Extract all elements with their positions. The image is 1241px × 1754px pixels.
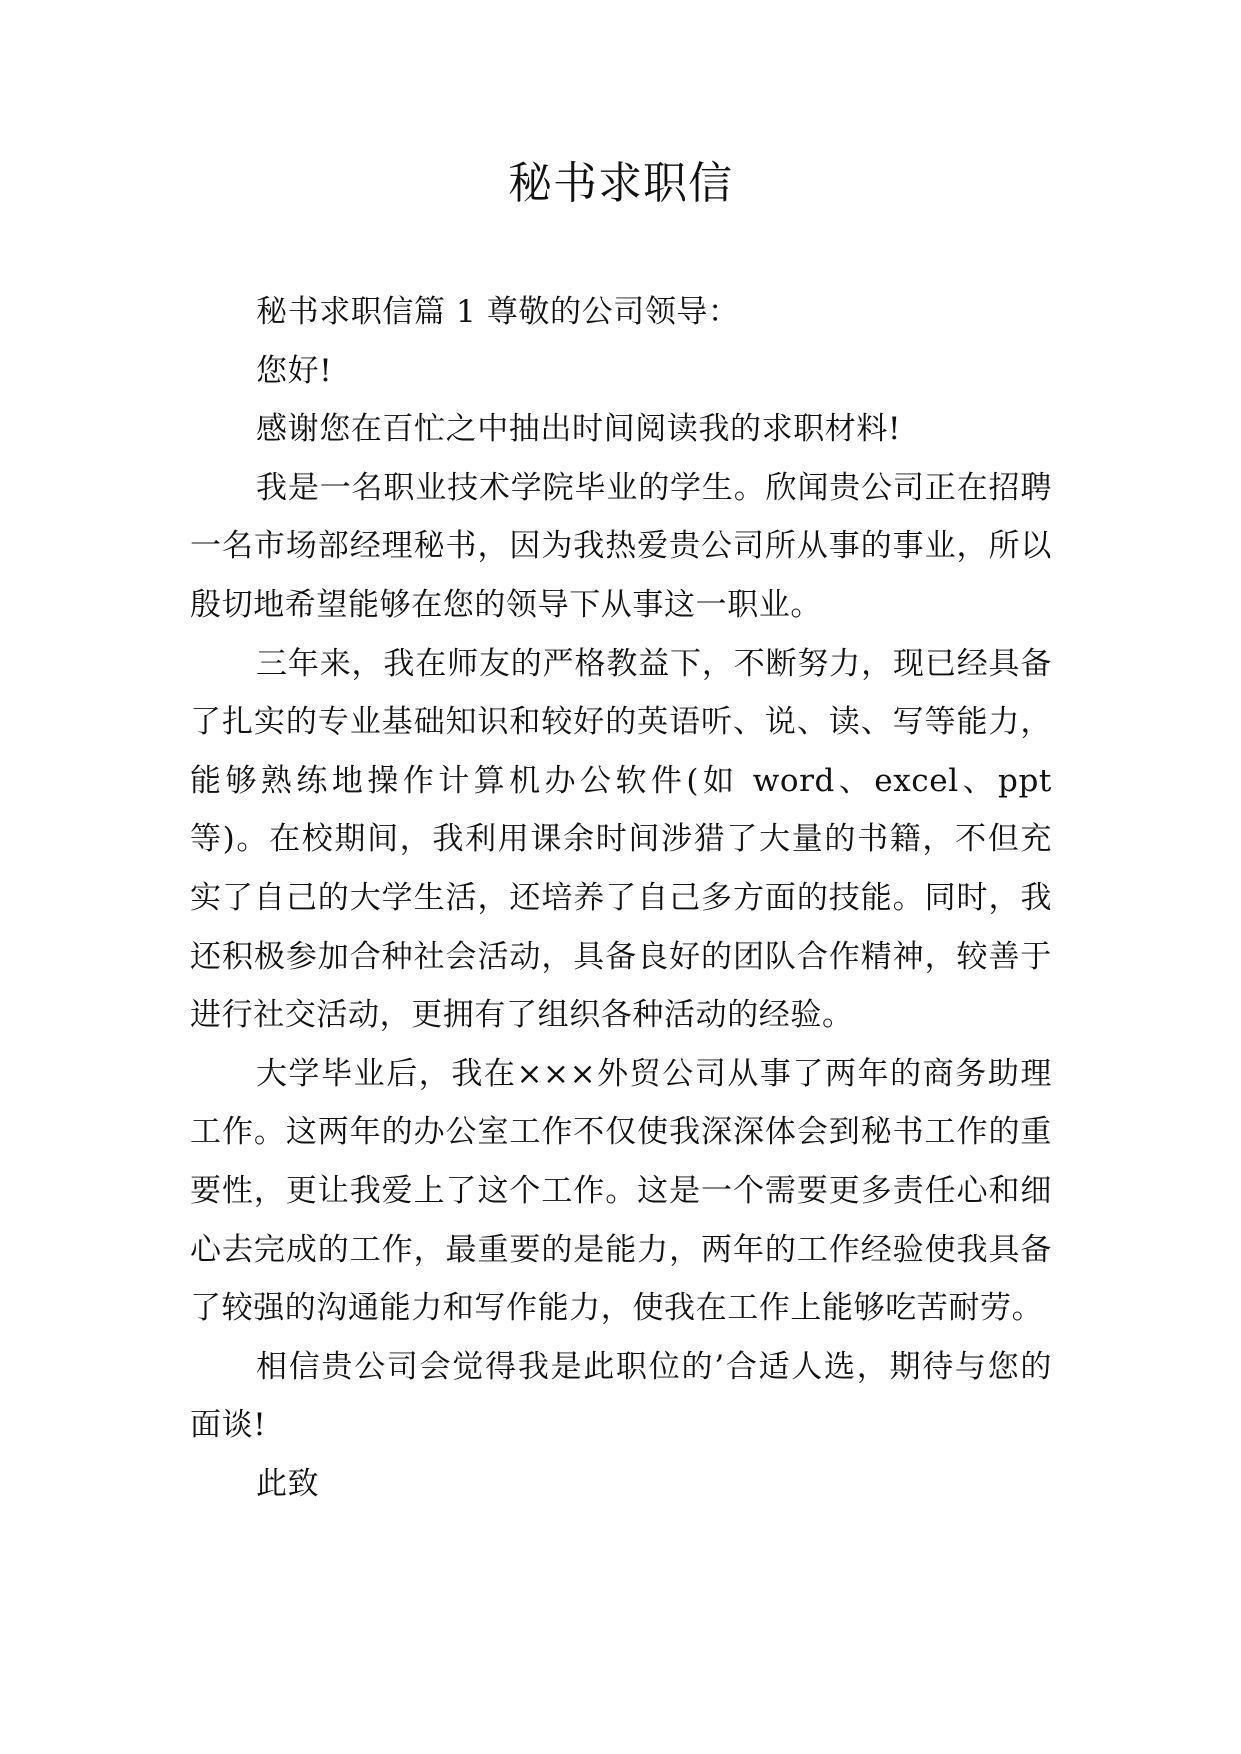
paragraph-skills: 三年来，我在师友的严格教益下，不断努力，现已经具备了扎实的专业基础知识和较好的英语听、说、读、写等能力，能够熟练地操作计算机办公软件(如 word、excel、ppt 等)。在校期间，我利用课余时间涉猎了大量的书籍，不但充实了自己的大学生活，还培养了自己多方面的技能。同时，我还积极参加合种社会活动，具备良好的团队合作精神，较善于进行社交活动，更拥有了组织各种活动的经验。 — [190, 645, 1052, 1034]
paragraph-closing: 相信贵公司会觉得我是此职位的’合适人选，期待与您的面谈! — [190, 1348, 1052, 1444]
paragraph-salutation: 秘书求职信篇 1 尊敬的公司领导： — [256, 294, 740, 330]
paragraph-greeting: 您好! — [256, 352, 333, 389]
paragraph-thanks: 感谢您在百忙之中抽出时间阅读我的求职材料! — [256, 411, 902, 448]
paragraph-introduction: 我是一名职业技术学院毕业的学生。欣闻贵公司正在招聘一名市场部经理秘书，因为我热爱贵公司所从事的事业，所以殷切地希望能够在您的领导下从事这一职业。 — [190, 469, 1052, 623]
document-title: 秘书求职信 — [508, 158, 733, 209]
paragraph-experience: 大学毕业后，我在×××外贸公司从事了两年的商务助理工作。这两年的办公室工作不仅使我深深体会到秘书工作的重要性，更让我爱上了这个工作。这是一个需要更多责任心和细心去完成的工作，最重要的是能力，两年的工作经验使我具备了较强的沟通能力和写作能力，使我在工作上能够吃苦耐劳。 — [190, 1055, 1052, 1327]
letter-body — [190, 283, 1052, 1513]
paragraph-regards: 此致 — [256, 1465, 320, 1502]
